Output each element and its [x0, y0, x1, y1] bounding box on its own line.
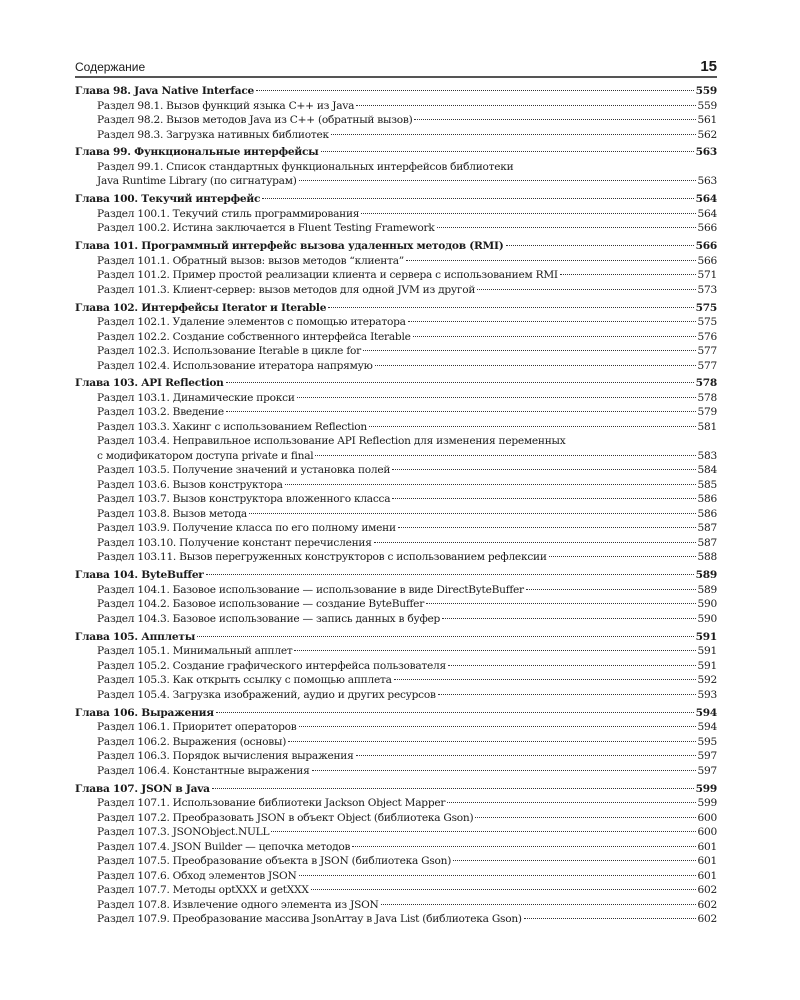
chapter-heading-title: Глава 100. Текучий интерфейс [75, 193, 261, 206]
section-entry-page: 586 [697, 493, 717, 506]
section-entry[interactable] [75, 207, 717, 222]
dot-leader [285, 484, 696, 485]
dot-leader [226, 411, 696, 412]
section-title-line1[interactable]: Раздел 103.4. Неправильное использование API Reflection для изменения переменных [97, 435, 566, 448]
section-entry-page: 602 [697, 898, 717, 911]
section-entry[interactable] [75, 420, 717, 435]
section-entry-title: Раздел 103.10. Получение констант перечисления [97, 536, 372, 549]
section-entry[interactable] [75, 463, 717, 478]
section-entry-page: 600 [697, 826, 717, 839]
chapter-heading[interactable] [75, 782, 717, 797]
dot-leader [315, 455, 695, 456]
chapter-heading-page: 591 [695, 630, 717, 643]
chapter-heading-title: Глава 99. Функциональные интерфейсы [75, 146, 319, 159]
dot-leader [249, 513, 696, 514]
dot-leader [408, 321, 696, 322]
section-entry-page: 559 [697, 99, 717, 112]
dot-leader [311, 889, 696, 890]
dot-leader [381, 904, 696, 905]
section-entry-title: Раздел 106.1. Приоритет операторов [97, 721, 297, 734]
table-of-contents [75, 84, 717, 927]
section-entry-title: с модификатором доступа private и final [97, 449, 314, 462]
section-entry[interactable] [75, 315, 717, 330]
dot-leader [216, 712, 694, 713]
dot-leader [374, 542, 696, 543]
section-entry-page: 577 [697, 345, 717, 358]
page-number: 15 [700, 58, 717, 75]
section-entry[interactable] [75, 735, 717, 750]
section-entry-title: Раздел 107.2. Преобразовать JSON в объект Object (библиотека Gson) [97, 811, 474, 824]
dot-leader [262, 198, 693, 199]
chapter-heading-page: 563 [695, 146, 717, 159]
dot-leader [328, 307, 693, 308]
section-entry-page: 586 [697, 507, 717, 520]
section-entry[interactable] [75, 854, 717, 869]
section-entry-title: Раздел 103.8. Вызов метода [97, 507, 247, 520]
section-entry[interactable] [75, 478, 717, 493]
section-entry[interactable] [75, 128, 717, 143]
section-entry-title: Раздел 104.1. Базовое использование — использование в виде DirectByteBuffer [97, 583, 524, 596]
section-entry-title: Раздел 107.1. Использование библиотеки Jackson Object Mapper [97, 797, 446, 810]
chapter-entry [75, 706, 717, 779]
dot-leader [394, 679, 696, 680]
section-entry-title: Раздел 103.7. Вызов конструктора вложенного класса [97, 493, 391, 506]
dot-leader [288, 741, 695, 742]
section-entry[interactable] [75, 912, 717, 927]
chapter-heading-title: Глава 105. Апплеты [75, 630, 196, 643]
section-entry[interactable] [75, 492, 717, 507]
section-entry-page: 602 [697, 913, 717, 926]
chapter-heading-page: 594 [695, 706, 717, 719]
section-entry[interactable] [75, 268, 717, 283]
chapter-heading-title: Глава 106. Выражения [75, 706, 214, 719]
dot-leader [256, 90, 694, 91]
section-entry-title: Раздел 100.2. Истина заключается в Fluent Testing Framework [97, 222, 435, 235]
section-entry[interactable] [75, 612, 717, 627]
dot-leader [406, 260, 696, 261]
chapter-heading[interactable] [75, 376, 717, 391]
section-entry[interactable] [75, 521, 717, 536]
section-entry-page: 595 [697, 735, 717, 748]
section-entry-page: 602 [697, 884, 717, 897]
section-entry-title: Раздел 102.4. Использование итератора напрямую [97, 359, 373, 372]
section-entry[interactable] [75, 254, 717, 269]
section-entry[interactable] [75, 344, 717, 359]
section-entry-page: 577 [697, 359, 717, 372]
section-entry-page: 600 [697, 811, 717, 824]
section-entry-page: 597 [697, 764, 717, 777]
section-entry-page: 590 [697, 598, 717, 611]
dot-leader [197, 636, 694, 637]
dot-leader [448, 665, 696, 666]
section-entry-page: 601 [697, 855, 717, 868]
chapter-heading[interactable] [75, 706, 717, 721]
section-entry-title: Раздел 103.9. Получение класса по его полному имени [97, 522, 396, 535]
dot-leader [212, 788, 694, 789]
chapter-heading-page: 564 [695, 193, 717, 206]
section-entry-page: 584 [697, 464, 717, 477]
section-entry-page: 562 [697, 128, 717, 141]
section-entry-page: 592 [697, 674, 717, 687]
dot-leader [206, 574, 694, 575]
section-entry[interactable] [75, 550, 717, 565]
section-entry[interactable] [75, 840, 717, 855]
section-entry-title: Раздел 98.1. Вызов функций языка C++ из Java [97, 99, 355, 112]
chapter-heading[interactable] [75, 630, 717, 645]
section-entry-title: Раздел 106.4. Константные выражения [97, 764, 310, 777]
dot-leader [226, 382, 694, 383]
section-entry-page: 576 [697, 330, 717, 343]
section-entry[interactable] [75, 221, 717, 236]
section-entry-title: Раздел 103.3. Хакинг с использованием Reflection [97, 420, 367, 433]
dot-leader [453, 860, 695, 861]
section-entry[interactable] [75, 796, 717, 811]
dot-leader [549, 556, 696, 557]
section-entry[interactable] [75, 659, 717, 674]
section-entry-page: 566 [697, 222, 717, 235]
running-title: Содержание [75, 60, 146, 74]
section-entry-title: Раздел 103.6. Вызов конструктора [97, 478, 283, 491]
dot-leader [426, 603, 696, 604]
section-entry-page: 563 [697, 175, 717, 188]
page-header [75, 58, 717, 78]
section-entry-title: Раздел 102.3. Использование Iterable в цикле for [97, 345, 361, 358]
chapter-heading-title: Глава 98. Java Native Interface [75, 85, 255, 97]
dot-leader [299, 180, 696, 181]
section-entry[interactable] [75, 597, 717, 612]
section-entry-page: 578 [697, 391, 717, 404]
section-entry-title: Раздел 101.2. Пример простой реализации клиента и сервера с использованием RMI [97, 269, 558, 282]
section-entry[interactable] [75, 720, 717, 735]
section-entry-page: 594 [697, 721, 717, 734]
dot-leader [299, 875, 696, 876]
dot-leader [294, 650, 695, 651]
section-entry-title: Раздел 107.5. Преобразование объекта в JSON (библиотека Gson) [97, 855, 452, 868]
section-entry-page: 591 [697, 645, 717, 658]
dot-leader [442, 618, 695, 619]
chapter-entry [75, 376, 717, 565]
dot-leader [524, 918, 696, 919]
section-entry-page: 589 [697, 583, 717, 596]
section-entry[interactable] [75, 749, 717, 764]
section-entry-title: Раздел 98.2. Вызов методов Java из C++ (обратный вызов) [97, 114, 413, 126]
section-entry-title: Java Runtime Library (по сигнатурам) [97, 175, 297, 188]
section-entry[interactable] [75, 673, 717, 688]
chapter-heading-page: 575 [695, 301, 717, 314]
dot-leader [331, 134, 696, 135]
section-entry-title: Раздел 103.5. Получение значений и установка полей [97, 464, 391, 477]
section-entry[interactable] [75, 536, 717, 551]
section-entry-page: 566 [697, 254, 717, 267]
dot-leader [312, 770, 696, 771]
chapter-entry [75, 568, 717, 626]
dot-leader [299, 726, 696, 727]
section-entry-page: 579 [697, 406, 717, 419]
dot-leader [321, 151, 694, 152]
section-entry[interactable] [75, 869, 717, 884]
section-entry-title: Раздел 107.3. JSONObject.NULL [97, 826, 270, 839]
section-title-line1[interactable]: Раздел 99.1. Список стандартных функциональных интерфейсов библиотеки [97, 160, 514, 173]
chapter-heading-title: Глава 101. Программный интерфейс вызова удаленных методов (RMI) [75, 240, 504, 253]
dot-leader [375, 365, 696, 366]
chapter-heading[interactable] [75, 145, 717, 160]
section-entry-page: 599 [697, 797, 717, 810]
chapter-entry [75, 84, 717, 142]
dot-leader [297, 397, 696, 398]
section-entry[interactable] [75, 764, 717, 779]
chapter-heading-title: Глава 104. ByteBuffer [75, 569, 204, 582]
section-entry-title: Раздел 107.7. Методы optXXX и getXXX [97, 884, 309, 897]
dot-leader [475, 817, 695, 818]
chapter-entry [75, 301, 717, 374]
section-entry[interactable] [75, 330, 717, 345]
section-entry-page: 573 [697, 283, 717, 296]
section-entry[interactable] [75, 688, 717, 703]
section-entry-page: 588 [697, 551, 717, 564]
section-entry-title: Раздел 105.2. Создание графического интерфейса пользователя [97, 659, 446, 672]
chapter-heading[interactable] [75, 568, 717, 583]
section-entry-page: 587 [697, 536, 717, 549]
chapter-entry [75, 630, 717, 703]
section-entry-title: Раздел 102.2. Создание собственного интерфейса Iterable [97, 330, 411, 343]
section-entry-title: Раздел 107.4. JSON Builder — цепочка методов [97, 840, 351, 853]
section-entry-page: 585 [697, 478, 717, 491]
dot-leader [352, 846, 695, 847]
section-entry[interactable] [75, 449, 717, 464]
section-entry[interactable] [75, 113, 717, 128]
chapter-entry [75, 782, 717, 927]
dot-leader [447, 802, 695, 803]
section-entry-title: Раздел 103.1. Динамические прокси [97, 391, 295, 404]
dot-leader [356, 755, 696, 756]
section-entry-title: Раздел 106.3. Порядок вычисления выражения [97, 750, 354, 763]
section-entry[interactable] [75, 811, 717, 826]
dot-leader [369, 426, 696, 427]
chapter-heading-page: 578 [695, 377, 717, 390]
chapter-entry [75, 239, 717, 297]
dot-leader [526, 589, 696, 590]
section-entry-page: 564 [697, 207, 717, 220]
section-entry-title: Раздел 107.6. Обход элементов JSON [97, 869, 297, 882]
section-entry-title: Раздел 105.1. Минимальный апплет [97, 645, 293, 658]
section-entry-title: Раздел 100.1. Текучий стиль программирования [97, 207, 360, 220]
section-entry-title: Раздел 98.3. Загрузка нативных библиотек [97, 128, 329, 141]
chapter-heading[interactable] [75, 301, 717, 316]
dot-leader [356, 105, 695, 106]
section-entry-title: Раздел 103.2. Введение [97, 406, 224, 419]
chapter-entry [75, 192, 717, 236]
chapter-heading[interactable] [75, 239, 717, 254]
chapter-heading-title: Глава 103. API Reflection [75, 377, 224, 390]
dot-leader [271, 831, 695, 832]
chapter-heading-page: 566 [695, 240, 717, 253]
dot-leader [363, 350, 696, 351]
section-entry-title: Раздел 101.3. Клиент-сервер: вызов методов для одной JVM из другой [97, 283, 476, 296]
chapter-heading-page: 599 [695, 782, 717, 795]
dot-leader [438, 694, 696, 695]
dot-leader [414, 119, 695, 120]
section-entry-page: 590 [697, 612, 717, 625]
section-entry[interactable] [75, 283, 717, 298]
chapter-heading[interactable] [75, 192, 717, 207]
section-entry-title: Раздел 106.2. Выражения (основы) [97, 735, 287, 748]
section-entry-title: Раздел 102.1. Удаление элементов с помощью итератора [97, 316, 406, 329]
chapter-heading-page: 589 [695, 569, 717, 582]
section-entry-page: 583 [697, 449, 717, 462]
section-entry[interactable] [75, 174, 717, 189]
section-entry-title: Раздел 104.2. Базовое использование — создание ByteBuffer [97, 598, 425, 611]
section-entry[interactable] [75, 583, 717, 598]
section-entry[interactable] [75, 391, 717, 406]
dot-leader [413, 336, 696, 337]
section-entry-title: Раздел 105.3. Как открыть ссылку с помощью апплета [97, 674, 392, 687]
section-entry-title: Раздел 105.4. Загрузка изображений, аудио и других ресурсов [97, 688, 436, 701]
section-entry-page: 571 [697, 269, 717, 282]
section-entry-page: 561 [697, 114, 717, 126]
section-entry[interactable] [75, 825, 717, 840]
section-entry-title: Раздел 107.8. Извлечение одного элемента из JSON [97, 898, 379, 911]
dot-leader [392, 469, 695, 470]
chapter-heading-title: Глава 102. Интерфейсы Iterator и Iterable [75, 301, 327, 314]
section-entry[interactable] [75, 644, 717, 659]
section-entry-page: 597 [697, 750, 717, 763]
chapter-entry [75, 145, 717, 189]
section-entry[interactable] [75, 99, 717, 114]
dot-leader [506, 245, 694, 246]
dot-leader [560, 274, 696, 275]
section-entry-title: Раздел 107.9. Преобразование массива JsonArray в Java List (библиотека Gson) [97, 913, 522, 926]
section-entry-page: 587 [697, 522, 717, 535]
section-entry-page: 591 [697, 659, 717, 672]
dot-leader [398, 527, 696, 528]
section-entry-page: 593 [697, 688, 717, 701]
dot-leader [392, 498, 695, 499]
section-entry[interactable] [75, 883, 717, 898]
section-entry[interactable] [75, 507, 717, 522]
section-entry-title: Раздел 103.11. Вызов перегруженных конструкторов с использованием рефлексии [97, 551, 547, 564]
section-entry[interactable] [75, 405, 717, 420]
dot-leader [477, 289, 695, 290]
section-entry-page: 575 [697, 316, 717, 329]
section-entry-page: 581 [697, 420, 717, 433]
section-entry-title: Раздел 104.3. Базовое использование — запись данных в буфер [97, 612, 441, 625]
chapter-heading[interactable] [75, 84, 717, 99]
section-entry[interactable] [75, 359, 717, 374]
section-entry[interactable] [75, 898, 717, 913]
dot-leader [437, 227, 696, 228]
section-entry-title: Раздел 101.1. Обратный вызов: вызов методов “клиента” [97, 254, 404, 267]
section-entry-page: 601 [697, 840, 717, 853]
section-entry-page: 601 [697, 869, 717, 882]
dot-leader [361, 213, 695, 214]
chapter-heading-title: Глава 107. JSON в Java [75, 782, 210, 795]
chapter-heading-page: 559 [695, 85, 717, 97]
